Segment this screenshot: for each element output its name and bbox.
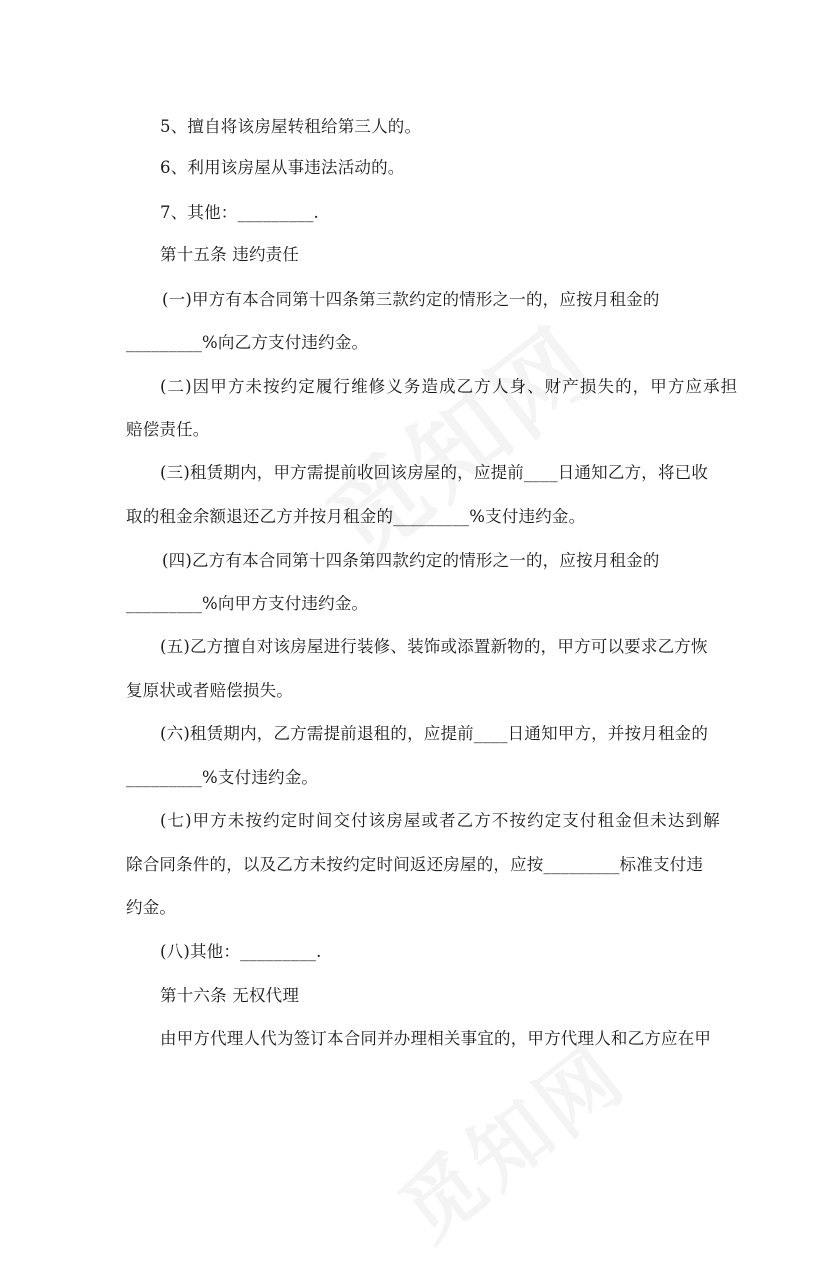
clause-item-6: 6、利用该房屋从事违法活动的。 xyxy=(160,158,405,177)
paragraph-line: _________%支付违约金。 xyxy=(126,768,319,787)
article-15-heading: 第十五条 违约责任 xyxy=(160,245,300,264)
clause-item-7: 7、其他：_________. xyxy=(160,203,319,222)
watermark xyxy=(372,1013,646,1262)
paragraph-line: 赔偿责任。 xyxy=(126,420,210,439)
clause-item-5: 5、擅自将该房屋转租给第三人的。 xyxy=(160,117,422,136)
article-16-heading: 第十六条 无权代理 xyxy=(160,986,300,1005)
paragraph-line: (八)其他：_________. xyxy=(160,942,322,961)
paragraph-line: 除合同条件的，以及乙方未按约定时间返还房屋的，应按_________标准支付违 xyxy=(126,855,704,874)
paragraph-line: (三)租赁期内，甲方需提前收回该房屋的，应提前____日通知乙方，将已收 xyxy=(160,463,709,482)
paragraph-line: (一)甲方有本合同第十四条第三款约定的情形之一的，应按月租金的 xyxy=(162,290,660,309)
paragraph-line: (七)甲方未按约定时间交付该房屋或者乙方不按约定支付租金但未达到解 xyxy=(160,811,721,830)
paragraph-line: (五)乙方擅自对该房屋进行装修、装饰或添置新物的，甲方可以要求乙方恢 xyxy=(160,637,708,656)
paragraph-line: 取的租金余额退还乙方并按月租金的_________%支付违约金。 xyxy=(126,507,586,526)
paragraph-line: (四)乙方有本合同第十四条第四款约定的情形之一的，应按月租金的 xyxy=(162,551,660,570)
paragraph-line: (六)租赁期内，乙方需提前退租的，应提前____日通知甲方，并按月租金的 xyxy=(160,724,709,743)
paragraph-line: 由甲方代理人代为签订本合同并办理相关事宜的，甲方代理人和乙方应在甲 xyxy=(160,1029,712,1048)
paragraph-line: _________%向甲方支付违约金。 xyxy=(126,594,369,613)
paragraph-line: 复原状或者赔偿损失。 xyxy=(126,681,293,700)
paragraph-line: (二)因甲方未按约定履行维修义务造成乙方人身、财产损失的，甲方应承担 xyxy=(160,377,739,396)
paragraph-line: _________%向乙方支付违约金。 xyxy=(126,333,369,352)
paragraph-line: 约金。 xyxy=(126,898,177,917)
